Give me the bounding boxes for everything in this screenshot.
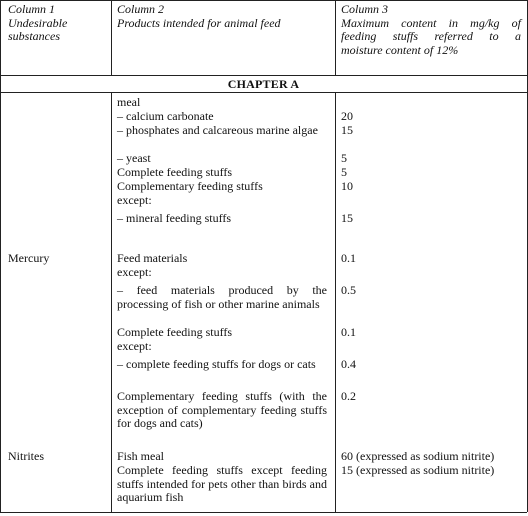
header-column-1-line: Undesirable: [8, 15, 68, 30]
header-column-1-line: substances: [8, 29, 60, 43]
header-column-1: [8, 3, 108, 44]
content-cell: 10: [341, 179, 353, 193]
column-divider-2: [335, 0, 336, 75]
product-cell: except:: [117, 265, 152, 279]
chapter-bottom-border: [0, 92, 527, 93]
header-column-2: [117, 3, 332, 30]
header-column-1-line: Column 1: [8, 2, 56, 16]
content-cell: 0.2: [341, 389, 356, 403]
substance-cell: Mercury: [8, 251, 50, 265]
header-column-3-line: Column 3: [341, 2, 389, 16]
product-cell: – feed materials produced by the processing of fish or other marine animals: [117, 283, 327, 311]
table-bottom-border: [0, 512, 527, 513]
header-bottom-border: [0, 75, 527, 76]
table-left-border: [0, 0, 1, 512]
content-cell: 0.1: [341, 325, 356, 339]
substance-cell: Nitrites: [8, 449, 44, 463]
content-cell: 15: [341, 211, 353, 225]
product-cell: – complete feeding stuffs for dogs or cats: [117, 357, 316, 371]
header-column-3: [341, 3, 521, 57]
product-cell: except:: [117, 339, 152, 353]
product-cell: – yeast: [117, 151, 151, 165]
product-cell: meal: [117, 95, 141, 109]
product-cell: Complete feeding stuffs: [117, 165, 233, 179]
content-cell: 5: [341, 165, 347, 179]
column-divider-2-body: [335, 92, 336, 512]
column-divider-1: [111, 0, 112, 75]
content-cell: 0.4: [341, 357, 356, 371]
product-cell: – phosphates and calcareous marine algae: [117, 123, 318, 137]
product-cell: Complementary feeding stuffs: [117, 179, 263, 193]
header-column-3-line: feeding stuffs referred to a: [341, 29, 521, 43]
product-cell: Feed materials: [117, 251, 188, 265]
header-column-2-line: Products intended for animal feed: [117, 15, 281, 30]
product-cell: – mineral feeding stuffs: [117, 211, 232, 225]
content-cell: 60 (expressed as sodium nitrite): [341, 449, 495, 463]
chapter-heading: CHAPTER A: [227, 77, 300, 91]
product-cell: – calcium carbonate: [117, 109, 214, 123]
content-cell: 15 (expressed as sodium nitrite): [341, 463, 495, 477]
table-top-border: [0, 0, 527, 1]
product-cell: Complete feeding stuffs: [117, 325, 233, 339]
product-cell: except:: [117, 193, 152, 207]
product-cell: Fish meal: [117, 449, 164, 463]
header-column-3-line: moisture content of 12%: [341, 42, 459, 57]
content-cell: 20: [341, 109, 353, 123]
header-column-3-line: Maximum content in mg/kg of: [341, 15, 521, 30]
product-cell: Complementary feeding stuffs (with the exception of complementary feeding stuffs for dogs and cats): [117, 389, 327, 430]
content-cell: 5: [341, 151, 347, 165]
content-cell: 0.1: [341, 251, 356, 265]
product-cell: Complete feeding stuffs except feeding stuffs intended for pets other than birds and aquarium fish: [117, 463, 327, 504]
header-column-2-line: Column 2: [117, 2, 165, 16]
content-cell: 0.5: [341, 283, 356, 297]
content-cell: 15: [341, 123, 353, 137]
column-divider-1-body: [111, 92, 112, 512]
